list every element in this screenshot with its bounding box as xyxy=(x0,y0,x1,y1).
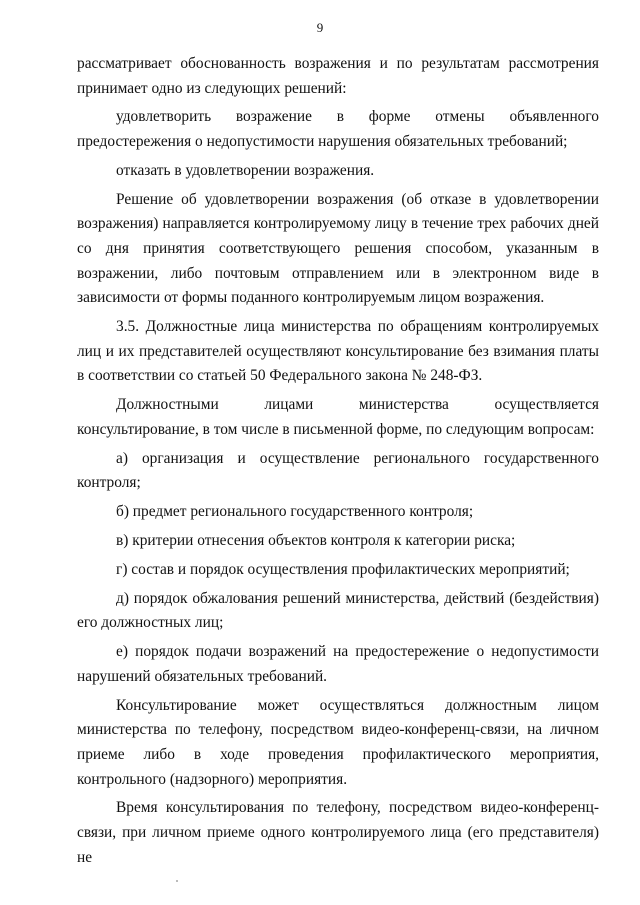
paragraph-consulting-methods: Консультирование может осуществляться должностным лицом министерства по телефону, посредством видео-конференц-связи, на личном приеме либо в ходе проведения профилактического мероприятия, контрольного (надзорного) мероприятия. xyxy=(77,696,599,788)
list-item-v: в) критерии отнесения объектов контроля к категории риска; xyxy=(116,532,516,550)
list-item-d: д) порядок обжалования решений министерства, действий (бездействия) его должностных лиц; xyxy=(77,589,599,632)
scan-artifact xyxy=(176,880,178,882)
list-item-b: б) предмет регионального государственного контроля; xyxy=(116,503,474,521)
paragraph-option-refuse: отказать в удовлетворении возражения. xyxy=(116,161,375,179)
paragraph-decision-delivery: Решение об удовлетворении возражения (об отказе в удовлетворении возражения) направляется контролируемому лицу в течение трех рабочих дней со дня принятия соответствующего решения способом, указанным в возражении, либо почтовым отправлением или в электронном виде в зависимости от формы поданного контролируемым лицом возражения. xyxy=(77,190,599,307)
document-body xyxy=(77,52,599,875)
list-item-a: а) организация и осуществление регионального государственного контроля; xyxy=(77,449,599,492)
paragraph-option-satisfy: удовлетворить возражение в форме отмены объявленного предостережения о недопустимости нарушения обязательных требований; xyxy=(77,108,599,151)
paragraph-consulting-topics: Должностными лицами министерства осуществляется консультирование, в том числе в письменной форме, по следующим вопросам: xyxy=(77,396,599,438)
paragraph-continuation: рассматривает обоснованность возражения и по результатам рассмотрения принимает одно из следующих решений: xyxy=(77,55,599,97)
list-item-e: е) порядок подачи возражений на предостережение о недопустимости нарушений обязательных требований. xyxy=(77,643,599,685)
paragraph-consulting-time: Время консультирования по телефону, посредством видео-конференц-связи, при личном приеме одного контролируемого лица (его представителя) не xyxy=(77,799,599,866)
page-number: 9 xyxy=(316,20,324,35)
paragraph-section-3-5: 3.5. Должностные лица министерства по обращениям контролируемых лиц и их представителей осуществляют консультирование без взимания платы в соответствии со статьей 50 Федерального закона № 248-ФЗ. xyxy=(77,318,599,385)
list-item-g: г) состав и порядок осуществления профилактических мероприятий; xyxy=(116,560,570,578)
